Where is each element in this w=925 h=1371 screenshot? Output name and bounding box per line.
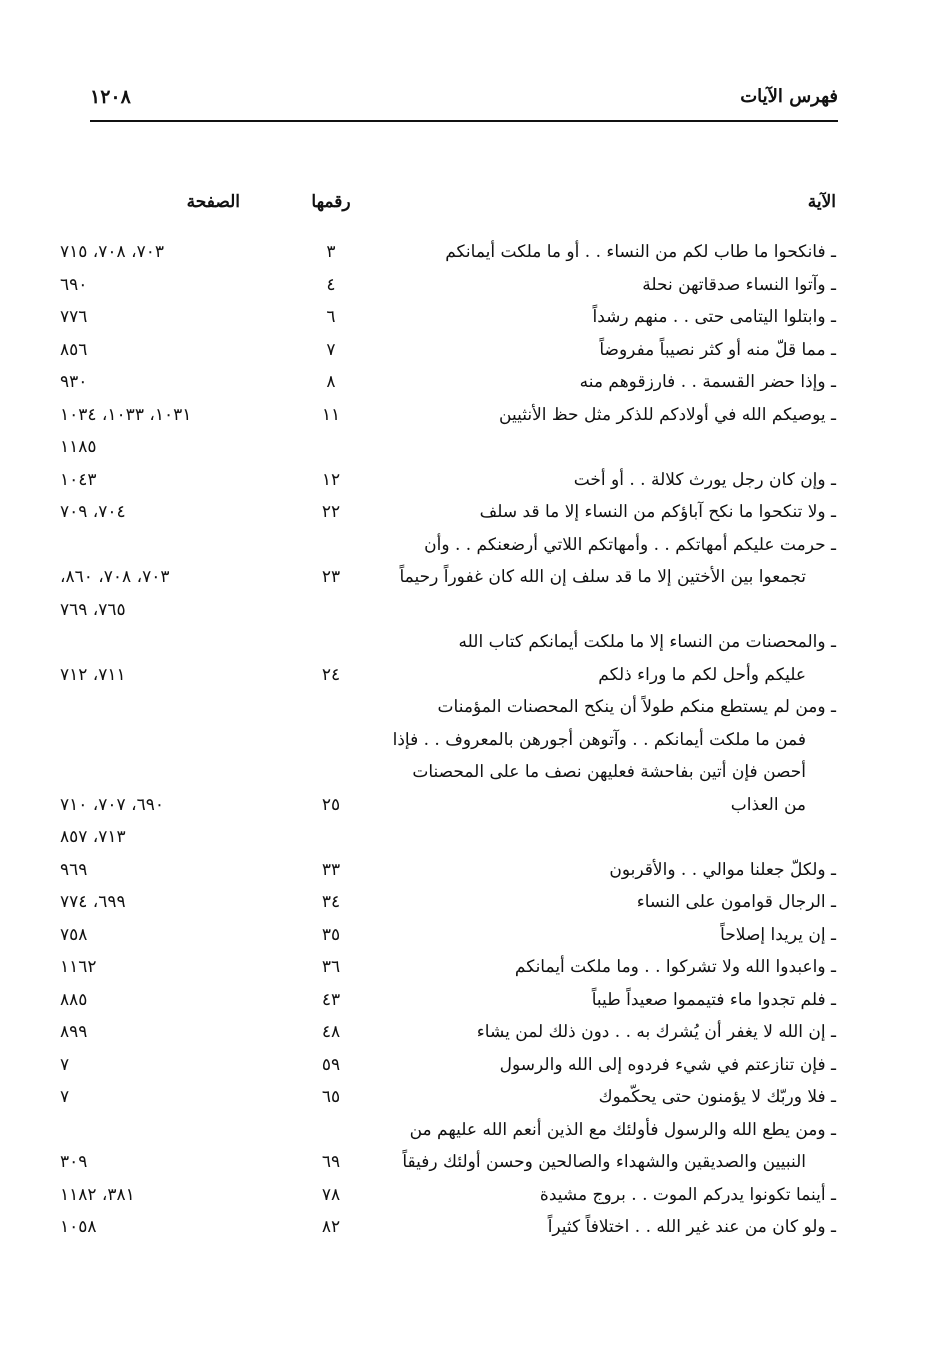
page-references — [60, 399, 260, 464]
verse-line: ـ فإن تنازعتم في شيء فردوه إلى الله والرسول — [499, 1054, 836, 1075]
page-references — [60, 1211, 260, 1244]
page-reference-line: ٧ — [60, 1054, 70, 1075]
verse-line: ـ واعبدوا الله ولا تشركوا . . وما ملكت أيمانكم — [514, 957, 836, 977]
column-header-page: الصفحة — [186, 192, 240, 212]
verse-text — [381, 691, 836, 821]
verse-number: ٦ — [326, 307, 336, 327]
verse-line: ـ ولو كان من عند غير الله . . اختلافاً كثيراً — [547, 1217, 836, 1237]
verse-line: ـ وابتلوا اليتامى حتى . . منهم رشداً — [592, 307, 836, 327]
page-references — [60, 301, 260, 334]
verse-number: ١١ — [321, 404, 341, 425]
verse-text — [381, 334, 836, 367]
table-row — [60, 1114, 836, 1179]
verse-number: ٣ — [326, 242, 336, 262]
verse-line: ـ والمحصنات من النساء إلا ما ملكت أيمانكم كتاب الله — [458, 632, 836, 652]
table-row — [60, 1179, 836, 1212]
page-references — [60, 886, 260, 919]
page-references — [60, 236, 260, 269]
verse-text — [381, 301, 836, 334]
page-reference-line: ٩٣٠ — [60, 372, 88, 392]
verse-line: ـ حرمت عليكم أمهاتكم . . وأمهاتكم اللاتي أرضعنكم . . وأن — [424, 534, 836, 555]
page-reference-line: ٣٠٩ — [60, 1152, 88, 1172]
table-row — [60, 399, 836, 464]
verse-number: ٧ — [326, 339, 336, 360]
verse-text — [381, 1179, 836, 1212]
page-references — [60, 1081, 260, 1114]
table-row — [60, 984, 836, 1017]
table-row — [60, 529, 836, 627]
page-reference-line: ٧١١، ٧١٢ — [60, 664, 126, 685]
page-references — [60, 1146, 260, 1179]
page-reference-line: ٩٦٩ — [60, 859, 88, 880]
verse-line: ـ وإن كان رجل يورث كلالة . . أو أخت — [573, 469, 836, 490]
page-reference-line: ٨٨٥ — [60, 989, 88, 1010]
page-references — [60, 1016, 260, 1049]
page-references — [60, 1049, 260, 1082]
page-reference-line: ٦٩٠، ٧٠٧، ٧١٠ — [60, 794, 164, 815]
verse-number: ٧٨ — [321, 1184, 341, 1205]
verse-number: ٦٥ — [321, 1087, 341, 1107]
page-references — [60, 659, 260, 692]
page-reference-line: ١١٦٢ — [60, 957, 97, 977]
verse-text — [381, 919, 836, 952]
verse-text — [381, 269, 836, 302]
verse-line: ـ ومن يطع الله والرسول فأولئك مع الذين أنعم الله عليهم من — [409, 1119, 836, 1140]
table-row — [60, 236, 836, 269]
verse-number: ٨ — [326, 372, 336, 392]
verse-line: ـ إن يريدا إصلاحاً — [720, 924, 836, 945]
verse-text — [381, 236, 836, 269]
verse-number: ٢٢ — [321, 502, 341, 522]
page-reference-line: ٧١٣، ٨٥٧ — [60, 827, 126, 847]
verse-index-table — [60, 186, 836, 1244]
column-header-number: رقمها — [311, 192, 351, 212]
header-rule — [90, 120, 838, 122]
verse-line: النبيين والصديقين والشهداء والصالحين وحسن أولئك رفيقاً — [402, 1152, 806, 1172]
page-reference-line: ٨٥٦ — [60, 339, 88, 360]
verse-line: ـ ولكلّ جعلنا موالي . . والأقربون — [609, 859, 836, 880]
verse-number: ٤ — [326, 274, 336, 295]
table-row — [60, 1081, 836, 1114]
page-references — [60, 1179, 260, 1212]
verse-number: ٣٤ — [321, 892, 341, 912]
verse-number: ٢٥ — [321, 794, 341, 815]
table-row — [60, 691, 836, 854]
verse-number: ٥٩ — [321, 1054, 341, 1075]
page-reference-line: ٦٩٩، ٧٧٤ — [60, 892, 126, 912]
table-row — [60, 1049, 836, 1082]
verse-line: ـ الرجال قوامون على النساء — [636, 892, 836, 912]
page-references — [60, 496, 260, 529]
verse-text — [381, 984, 836, 1017]
verse-line: ـ ومن لم يستطع منكم طولاً أن ينكح المحصنات المؤمنات — [437, 697, 836, 717]
verse-number: ٣٣ — [321, 859, 341, 880]
table-row — [60, 496, 836, 529]
page-reference-line: ١٠٤٣ — [60, 469, 97, 490]
table-row — [60, 1016, 836, 1049]
verse-text — [381, 496, 836, 529]
page-references — [60, 951, 260, 984]
verse-line: ـ فلم تجدوا ماء فتيمموا صعيداً طيباً — [591, 989, 836, 1010]
page-references — [60, 561, 260, 626]
page-reference-line: ١٠٣١، ١٠٣٣، ١٠٣٤ — [60, 404, 192, 425]
table-row — [60, 464, 836, 497]
page-reference-line: ١١٨٥ — [60, 437, 97, 457]
page-references — [60, 269, 260, 302]
table-row — [60, 334, 836, 367]
verse-text — [381, 1081, 836, 1114]
table-header-row — [60, 186, 836, 220]
verse-line: ـ وإذا حضر القسمة . . فارزقوهم منه — [579, 372, 836, 392]
verse-line: ـ إن الله لا يغفر أن يُشرك به . . دون ذلك لمن يشاء — [476, 1022, 836, 1042]
page-reference-line: ٨٩٩ — [60, 1022, 88, 1042]
verse-line: فمن ما ملكت أيمانكم . . وآتوهن أجورهن بالمعروف . . فإذا — [392, 729, 806, 750]
table-row — [60, 886, 836, 919]
verse-number: ٢٣ — [321, 567, 341, 587]
verse-line: ـ وآتوا النساء صدقاتهن نحلة — [642, 274, 836, 295]
verse-line: أحصن فإن أتين بفاحشة فعليهن نصف ما على المحصنات — [412, 762, 806, 782]
verse-line: عليكم وأحل لكم ما وراء ذلكم — [598, 664, 806, 685]
table-row — [60, 269, 836, 302]
verse-text — [381, 626, 836, 691]
column-header-verse: الآية — [807, 192, 836, 212]
table-row — [60, 626, 836, 691]
verse-line: ـ مما قلّ منه أو كثر نصيباً مفروضاً — [599, 339, 836, 360]
table-row — [60, 1211, 836, 1244]
verse-number: ٦٩ — [321, 1152, 341, 1172]
verse-text — [381, 1016, 836, 1049]
page-reference-line: ٧٥٨ — [60, 924, 88, 945]
page-references — [60, 854, 260, 887]
verse-text — [381, 854, 836, 887]
table-row — [60, 919, 836, 952]
verse-text — [381, 1049, 836, 1082]
page-reference-line: ٧ — [60, 1087, 70, 1107]
verse-line: ـ أينما تكونوا يدركم الموت . . بروج مشيدة — [539, 1184, 836, 1205]
page-reference-line: ٧٠٣، ٧٠٨، ٨٦٠، — [60, 567, 170, 587]
page-reference-line: ٧٠٣، ٧٠٨، ٧١٥ — [60, 242, 164, 262]
page-references — [60, 984, 260, 1017]
page-references — [60, 366, 260, 399]
page-reference-line: ٣٨١، ١١٨٢ — [60, 1184, 135, 1205]
verse-text — [381, 951, 836, 984]
page-reference-line: ٧٦٥، ٧٦٩ — [60, 599, 126, 620]
page-reference-line: ٦٩٠ — [60, 274, 88, 295]
verse-line: ـ يوصيكم الله في أولادكم للذكر مثل حظ الأنثيين — [499, 404, 836, 425]
table-row — [60, 951, 836, 984]
page-reference-line: ٧٠٤، ٧٠٩ — [60, 502, 126, 522]
verse-number: ٤٨ — [321, 1022, 341, 1042]
verse-text — [381, 529, 836, 594]
verse-number: ٤٣ — [321, 989, 341, 1010]
verse-number: ٣٥ — [321, 924, 341, 945]
verse-line: ـ ولا تنكحوا ما نكح آباؤكم من النساء إلا ما قد سلف — [479, 502, 836, 522]
page-number: ١٢٠٨ — [90, 86, 131, 108]
table-row — [60, 854, 836, 887]
table-row — [60, 301, 836, 334]
verse-text — [381, 1114, 836, 1179]
page-references — [60, 919, 260, 952]
verse-text — [381, 886, 836, 919]
page-reference-line: ٧٧٦ — [60, 307, 88, 327]
verse-text — [381, 366, 836, 399]
page-references — [60, 464, 260, 497]
running-title: فهرس الآيات — [740, 86, 838, 107]
verse-number: ٨٢ — [321, 1217, 341, 1237]
verse-number: ٣٦ — [321, 957, 341, 977]
verse-line: ـ فلا وربّك لا يؤمنون حتى يحكّموك — [598, 1087, 836, 1107]
verse-number: ١٢ — [321, 469, 341, 490]
page-references — [60, 789, 260, 854]
verse-line: من العذاب — [730, 794, 806, 815]
verse-number: ٢٤ — [321, 664, 341, 685]
verse-text — [381, 399, 836, 432]
page-references — [60, 334, 260, 367]
page-reference-line: ١٠٥٨ — [60, 1217, 97, 1237]
verse-text — [381, 464, 836, 497]
page-header — [90, 86, 838, 116]
verse-line: ـ فانكحوا ما طاب لكم من النساء . . أو ما ملكت أيمانكم — [445, 242, 836, 262]
table-row — [60, 366, 836, 399]
verse-text — [381, 1211, 836, 1244]
verse-line: تجمعوا بين الأختين إلا ما قد سلف إن الله كان غفوراً رحيماً — [399, 567, 806, 587]
